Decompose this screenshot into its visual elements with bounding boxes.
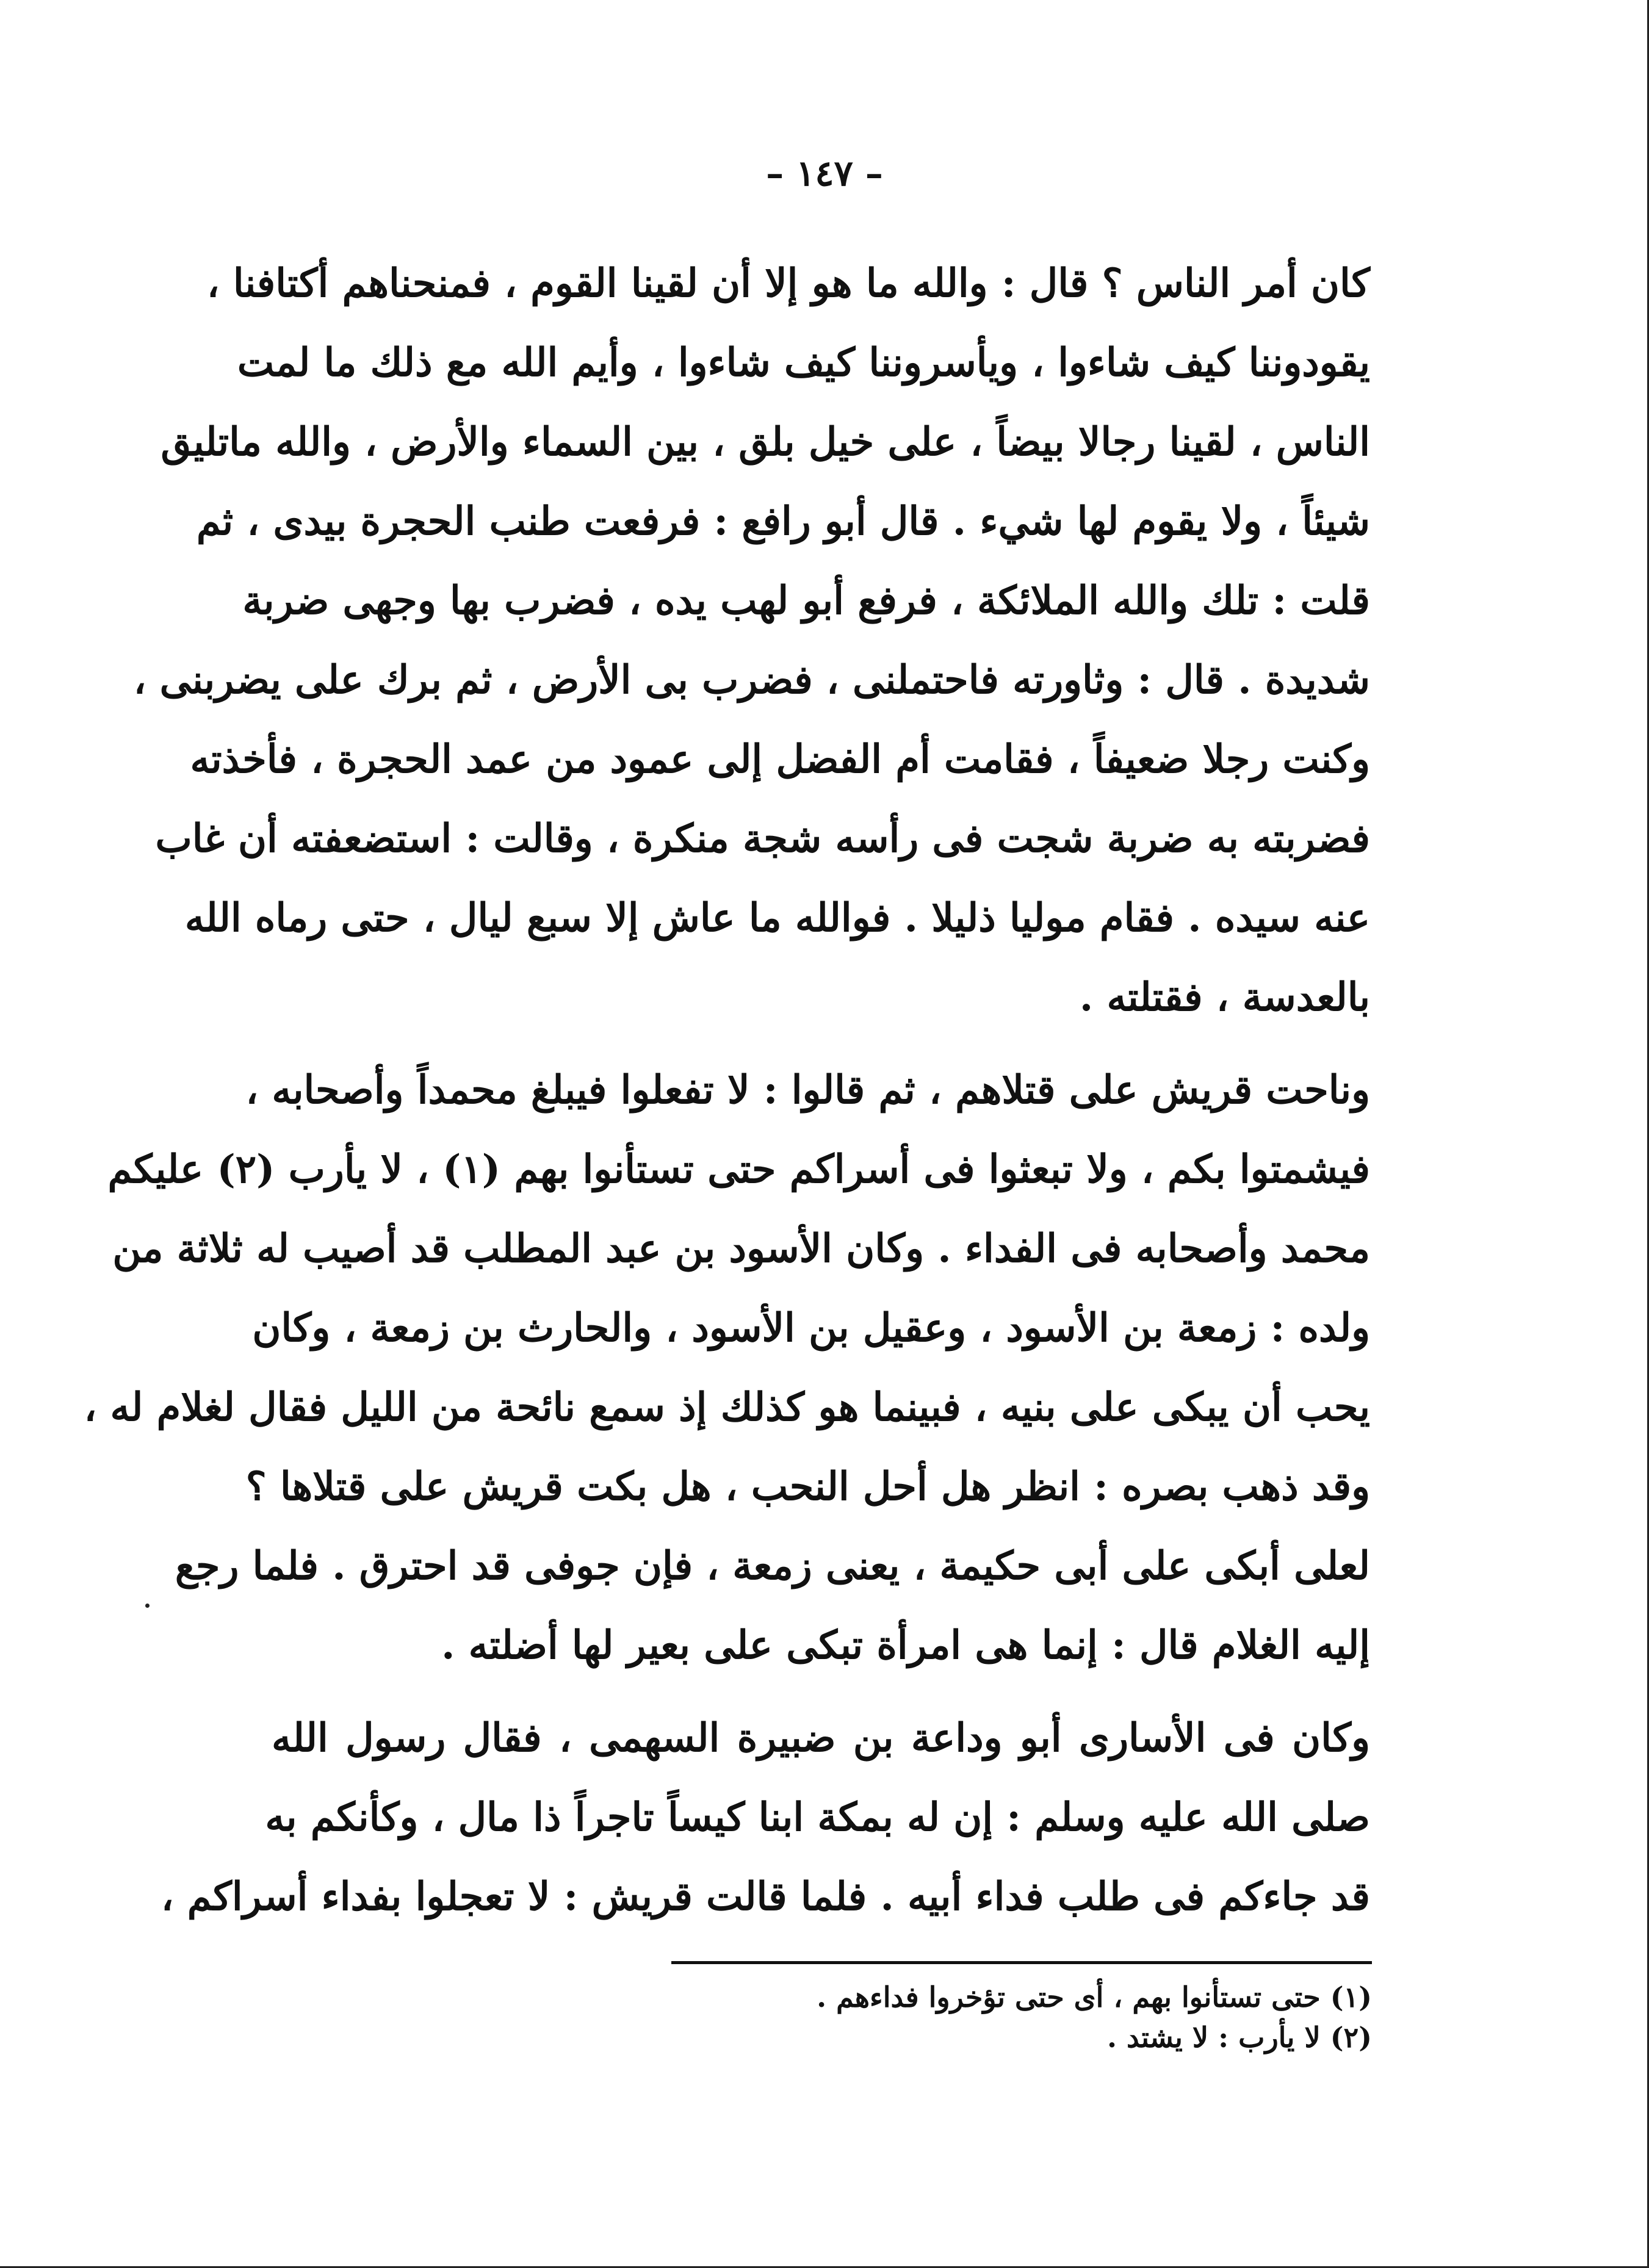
footnotes <box>671 1977 1372 2057</box>
paragraph-2 <box>84 1051 1370 1685</box>
footnote-2: (٢) لا يأرب : لا يشتد . <box>1106 2021 1372 2054</box>
footnote-divider <box>671 1961 1372 1964</box>
text-line: ولده : زمعة بن الأسود ، وعقيل بن الأسود ، والحارث بن زمعة ، وكان <box>252 1305 1370 1351</box>
text-line: كان أمر الناس ؟ قال : والله ما هو إلا أن لقينا القوم ، فمنحناهم أكتافنا ، <box>206 261 1370 306</box>
text-line: قد جاءكم فى طلب فداء أبيه . فلما قالت قريش : لا تعجلوا بفداء أسراكم ، <box>161 1874 1370 1920</box>
text-line: شيئاً ، ولا يقوم لها شيء . قال أبو رافع : فرفعت طنب الحجرة بيدى ، ثم <box>196 499 1370 544</box>
text-line: وناحت قريش على قتلاهم ، ثم قالوا : لا تفعلوا فيبلغ محمداً وأصحابه ، <box>245 1067 1370 1113</box>
text-line: محمد وأصحابه فى الفداء . وكان الأسود بن عبد المطلب قد أصيب له ثلاثة من <box>112 1226 1370 1272</box>
paragraph-3 <box>161 1699 1370 1937</box>
paragraph-1 <box>133 244 1370 1037</box>
paragraph-gap <box>272 1685 1370 1699</box>
text-line: صلى الله عليه وسلم : إن له بمكة ابنا كيساً تاجراً ذا مال ، وكأنكم به <box>265 1795 1370 1840</box>
text-line: وكنت رجلا ضعيفاً ، فقامت أم الفضل إلى عمود من عمد الحجرة ، فأخذته <box>190 736 1370 782</box>
page-number: – ١٤٧ – <box>766 153 883 194</box>
text-line: الناس ، لقينا رجالا بيضاً ، على خيل بلق ، بين السماء والأرض ، والله ماتليق <box>161 419 1370 465</box>
text-line: وقد ذهب بصره : انظر هل أحل النحب ، هل بكت قريش على قتلاها ؟ <box>245 1464 1370 1510</box>
text-line: يحب أن يبكى على بنيه ، فبينما هو كذلك إذ سمع نائحة من الليل فقال لغلام له ، <box>84 1384 1370 1430</box>
text-line: قلت : تلك والله الملائكة ، فرفع أبو لهب يده ، فضرب بها وجهى ضربة <box>242 578 1370 624</box>
text-line: شديدة . قال : وثاورته فاحتملنى ، فضرب بى الأرض ، ثم برك على يضربنى ، <box>133 657 1370 703</box>
text-line: يقودوننا كيف شاءوا ، ويأسروننا كيف شاءوا ، وأيم الله مع ذلك ما لمت <box>237 340 1370 386</box>
text-line: فيشمتوا بكم ، ولا تبعثوا فى أسراكم حتى تستأنوا بهم (١) ، لا يأرب (٢) عليكم <box>107 1147 1370 1192</box>
text-line: بالعدسة ، فقتلته . <box>1079 974 1370 1020</box>
text-line: لعلى أبكى على أبى حكيمة ، يعنى زمعة ، فإن جوفى قد احترق . فلما رجع <box>175 1543 1370 1589</box>
footnote-1: (١) حتى تستأنوا بهم ، أى حتى تؤخروا فداءهم . <box>817 1981 1372 2014</box>
body-text <box>84 244 1370 1937</box>
text-line: فضربته به ضربة شجت فى رأسه شجة منكرة ، وقالت : استضعفته أن غاب <box>155 816 1370 862</box>
scan-speck <box>145 1604 150 1608</box>
text-line: إليه الغلام قال : إنما هى امرأة تبكى على بعير لها أضلته . <box>441 1622 1370 1668</box>
text-line: عنه سيده . فقام موليا ذليلا . فوالله ما عاش إلا سبع ليال ، حتى رماه الله <box>184 895 1370 941</box>
paragraph-gap <box>272 1037 1370 1051</box>
text-line: وكان فى الأسارى أبو وداعة بن ضبيرة السهمى ، فقال رسول الله <box>272 1715 1370 1761</box>
